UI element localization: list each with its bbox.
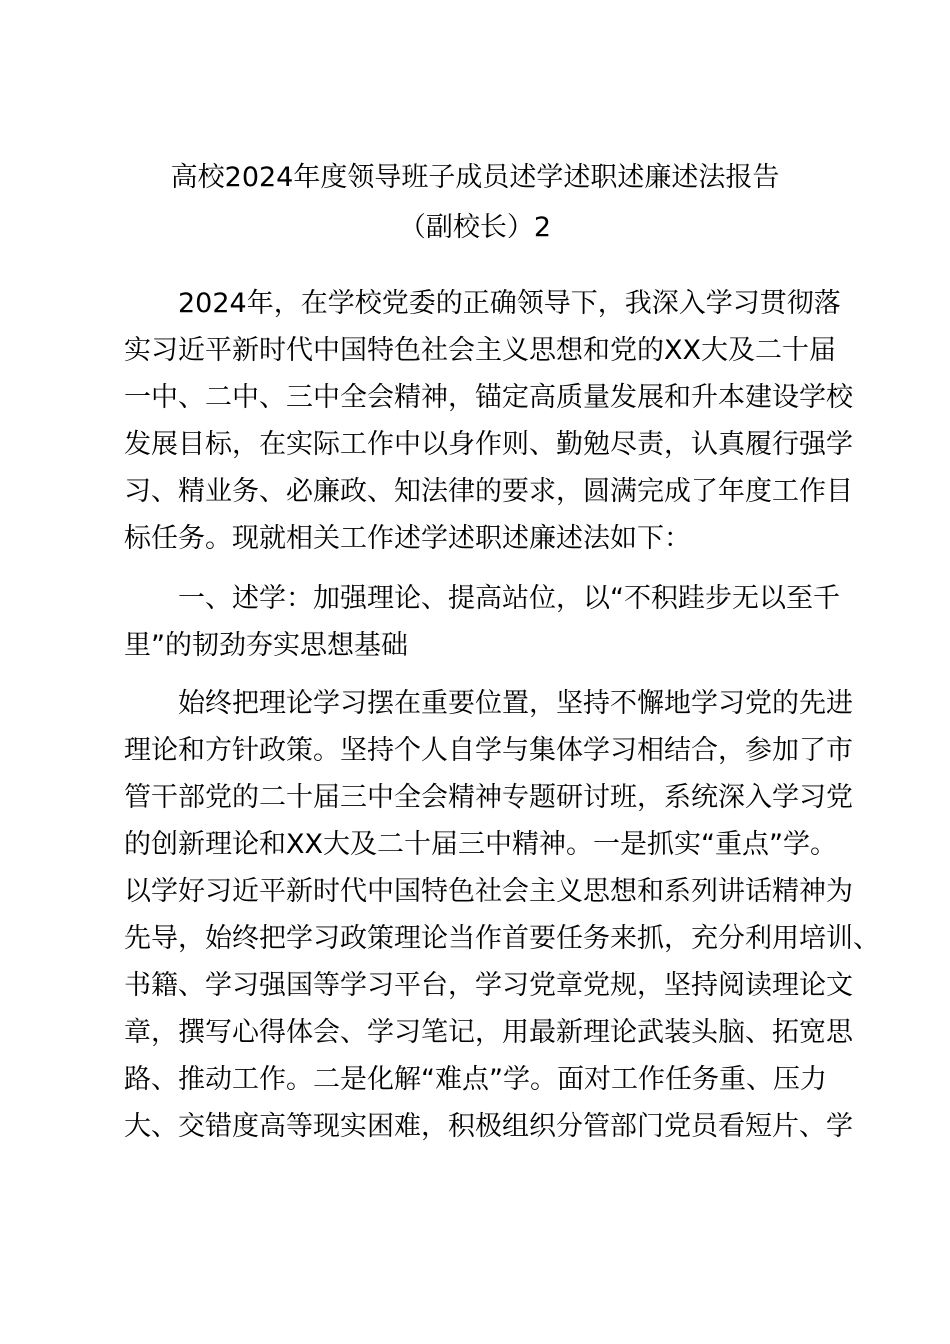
paragraph-line: 一中、二中、三中全会精神，锚定高质量发展和升本建设学校: [124, 382, 853, 413]
section-heading-line: 一、述学：加强理论、提高站位，以“不积跬步无以至千: [178, 583, 840, 614]
paragraph-line: 路、推动工作。二是化解“难点”学。面对工作任务重、压力: [124, 1064, 827, 1095]
section-heading-line: 里”的韧劲夯实思想基础: [124, 630, 408, 661]
paragraph-line: 始终把理论学习摆在重要位置，坚持不懈地学习党的先进: [178, 688, 853, 719]
document-subtitle: （副校长）2: [398, 212, 552, 243]
paragraph-line: 习、精业务、必廉政、知法律的要求，圆满完成了年度工作目: [124, 476, 853, 507]
paragraph-line: 书籍、学习强国等学习平台，学习党章党规，坚持阅读理论文: [124, 970, 853, 1001]
paragraph-line: 2024年，在学校党委的正确领导下，我深入学习贯彻落: [178, 288, 841, 319]
paragraph-line: 先导，始终把学习政策理论当作首要任务来抓，充分利用培训、: [124, 923, 880, 954]
paragraph-line: 章，撰写心得体会、学习笔记，用最新理论武装头脑、拓宽思: [124, 1017, 853, 1048]
paragraph-line: 的创新理论和XX大及二十届三中精神。一是抓实“重点”学。: [124, 829, 837, 860]
paragraph-line: 实习近平新时代中国特色社会主义思想和党的XX大及二十届: [124, 335, 836, 366]
paragraph-line: 管干部党的二十届三中全会精神专题研讨班，系统深入学习党: [124, 782, 853, 813]
document-title: 高校2024年度领导班子成员述学述职述廉述法报告: [170, 162, 780, 193]
paragraph-line: 发展目标，在实际工作中以身作则、勤勉尽责，认真履行强学: [124, 429, 853, 460]
paragraph-line: 大、交错度高等现实困难，积极组织分管部门党员看短片、学: [124, 1111, 853, 1142]
paragraph-line: 理论和方针政策。坚持个人自学与集体学习相结合，参加了市: [124, 735, 853, 766]
paragraph-line: 标任务。现就相关工作述学述职述廉述法如下：: [124, 523, 691, 554]
paragraph-line: 以学好习近平新时代中国特色社会主义思想和系列讲话精神为: [124, 876, 853, 907]
